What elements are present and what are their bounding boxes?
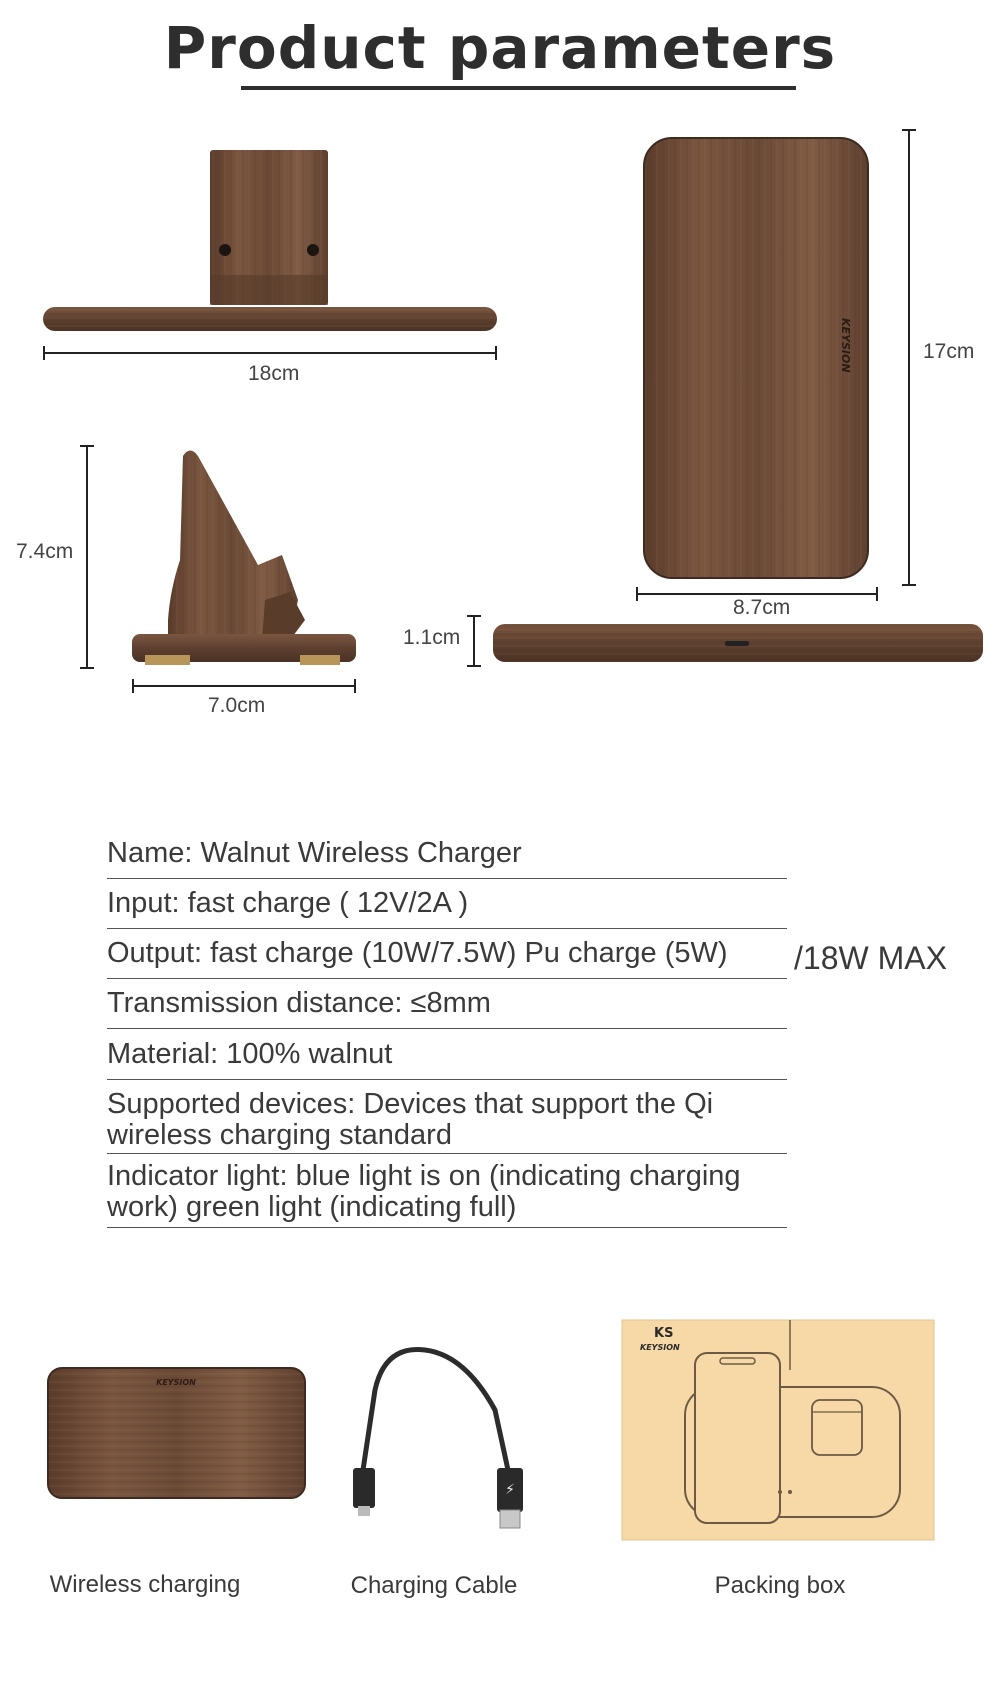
dim-label-7.4cm: 7.4cm — [16, 540, 74, 563]
spec-output: Output: fast charge (10W/7.5W) Pu charge (5W) — [107, 938, 787, 979]
svg-text:⚡: ⚡ — [505, 1482, 515, 1498]
stand-side-view — [132, 451, 356, 666]
spec-input: Input: fast charge ( 12V/2A ) — [107, 888, 787, 929]
dim-label-18cm: 18cm — [248, 362, 300, 385]
stand-front-view — [43, 150, 497, 331]
dim-label-1.1cm: 1.1cm — [403, 626, 461, 649]
spec-material: Material: 100% walnut — [107, 1039, 787, 1080]
spec-devices: Supported devices: Devices that support the Qi wireless charging standard — [107, 1089, 787, 1154]
package-box-image — [622, 1320, 934, 1540]
pad-side-view — [493, 624, 983, 662]
spec-output-max: /18W MAX — [794, 940, 947, 976]
package-charger-image — [48, 1368, 305, 1498]
dimension-18cm-line — [44, 346, 496, 360]
dim-label-8.7cm: 8.7cm — [733, 596, 791, 619]
package-cable-image — [337, 1350, 523, 1561]
pad-logo-text: KEYSION — [839, 318, 852, 373]
dimension-7.0cm-line — [133, 679, 355, 693]
dimension-1.1cm-line — [467, 616, 481, 666]
caption-charging-cable: Charging Cable — [350, 1572, 518, 1599]
spec-indicator: Indicator light: blue light is on (indicating charging work) green light (indicating full) — [107, 1161, 787, 1228]
dim-label-17cm: 17cm — [923, 340, 975, 363]
box-logo-text: KEYSION — [640, 1343, 680, 1352]
dimension-7.4cm-line — [80, 446, 94, 668]
spec-name: Name: Walnut Wireless Charger — [107, 838, 787, 879]
page-title: Product parameters — [163, 14, 837, 82]
dimension-17cm-line — [902, 130, 916, 585]
caption-wireless-charging: Wireless charging — [49, 1571, 241, 1598]
dim-label-7.0cm: 7.0cm — [208, 694, 266, 717]
box-logo-mark: KS — [654, 1326, 674, 1341]
caption-packing-box: Packing box — [714, 1572, 846, 1599]
pad-top-view — [644, 138, 868, 578]
package-charger-logo: KEYSION — [156, 1378, 196, 1387]
spec-distance: Transmission distance: ≤8mm — [107, 988, 787, 1029]
